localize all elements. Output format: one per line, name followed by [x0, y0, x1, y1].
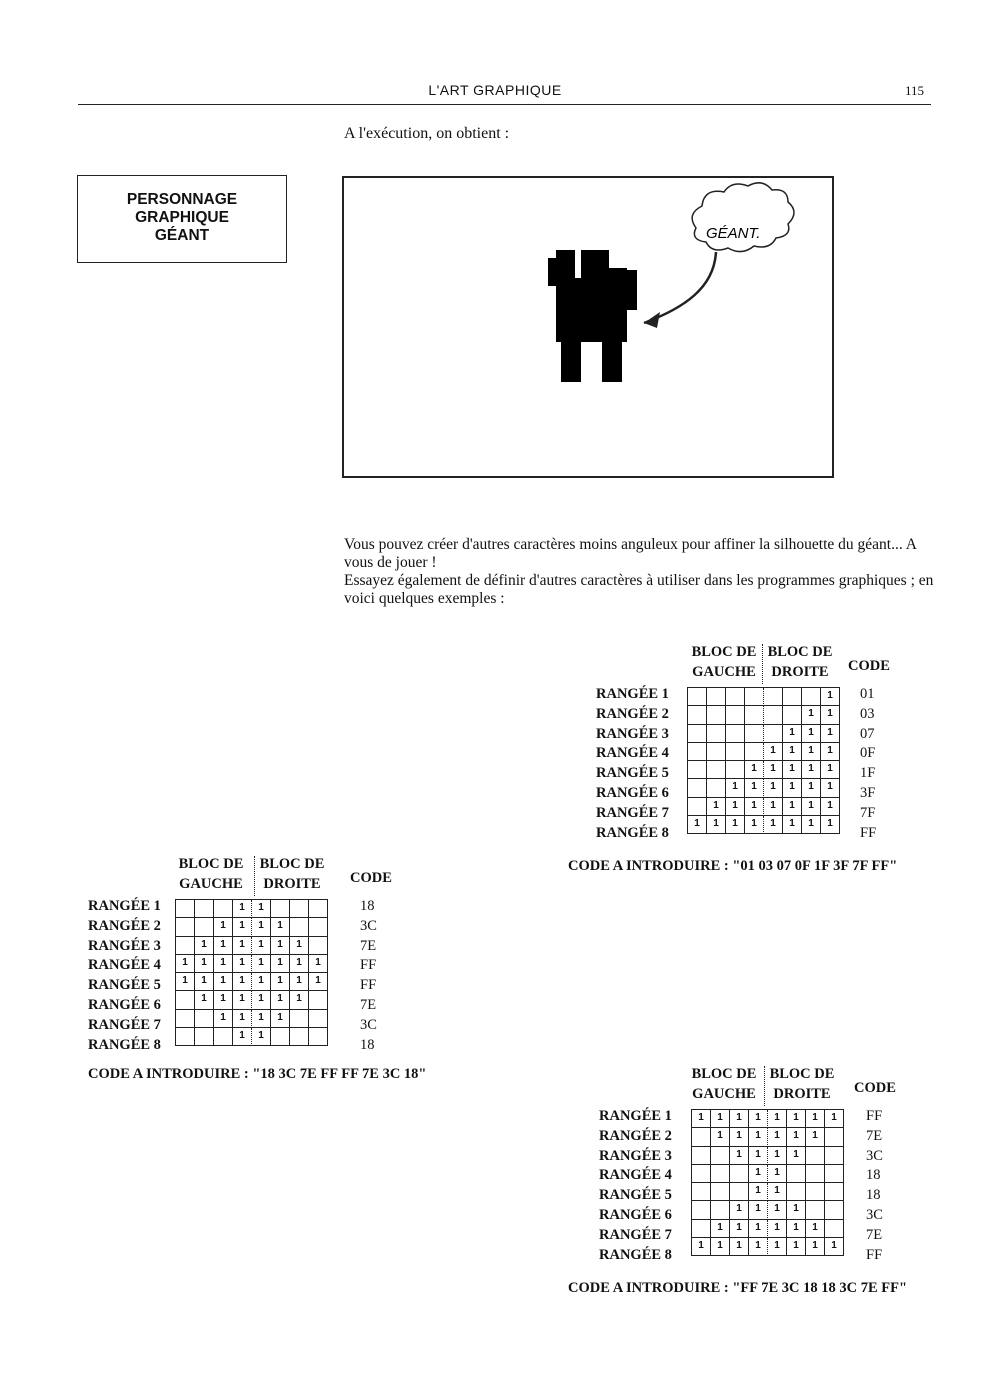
- bit-cell: 1: [764, 798, 783, 816]
- bit-cell: 1: [252, 973, 271, 991]
- paragraph-line-1: Vous pouvez créer d'autres caractères moins anguleux pour affiner la silhouette du géant... A vous de jouer !: [344, 536, 917, 571]
- bit-cell: 1: [749, 1238, 768, 1256]
- bit-cell: [764, 725, 783, 743]
- bit-cell: [745, 725, 764, 743]
- bit-cell: 1: [692, 1110, 711, 1128]
- row-code: 1F: [860, 765, 876, 782]
- header-divider: [254, 856, 255, 896]
- row-label: RANGÉE 6: [596, 785, 669, 801]
- bit-cell: 1: [290, 973, 309, 991]
- intro-text: A l'exécution, on obtient :: [344, 125, 510, 142]
- bloc-gauche-label: BLOC DE GAUCHE: [178, 856, 244, 892]
- bit-cell: 1: [821, 706, 840, 724]
- title-box: [77, 175, 287, 263]
- bit-cell: [309, 918, 328, 936]
- bit-cell: [711, 1165, 730, 1183]
- row-label: RANGÉE 2: [88, 917, 161, 934]
- bit-cell: 1: [787, 1110, 806, 1128]
- page-number: 115: [905, 83, 925, 98]
- bit-cell: [726, 761, 745, 779]
- bit-cell: 1: [214, 918, 233, 936]
- bit-cell: 1: [252, 937, 271, 955]
- row-label: RANGÉE 3: [88, 937, 161, 954]
- bit-cell: 1: [711, 1128, 730, 1146]
- bit-cell: 1: [768, 1165, 787, 1183]
- bit-cell: [745, 743, 764, 761]
- bit-cell: 1: [233, 1028, 252, 1046]
- bit-cell: [290, 900, 309, 918]
- header-divider: [764, 1066, 765, 1106]
- row-code: 7E: [360, 937, 377, 954]
- bit-cell: 1: [195, 973, 214, 991]
- bit-cell: 1: [711, 1110, 730, 1128]
- bit-cell: 1: [290, 991, 309, 1009]
- bit-cell: 1: [783, 725, 802, 743]
- bit-cell: 1: [768, 1220, 787, 1238]
- bit-cell: 1: [806, 1110, 825, 1128]
- bit-cell: 1: [726, 816, 745, 834]
- bit-grid: [691, 1109, 844, 1256]
- bit-cell: 1: [764, 816, 783, 834]
- bit-cell: [764, 706, 783, 724]
- row-code: 3C: [360, 917, 377, 934]
- bit-cell: 1: [821, 725, 840, 743]
- bit-cell: 1: [233, 955, 252, 973]
- bit-cell: [745, 706, 764, 724]
- bit-cell: [825, 1201, 844, 1219]
- bit-cell: [783, 706, 802, 724]
- bit-cell: [806, 1147, 825, 1165]
- bit-cell: 1: [749, 1110, 768, 1128]
- bit-cell: 1: [711, 1220, 730, 1238]
- bit-cell: 1: [821, 779, 840, 797]
- bit-cell: [195, 1028, 214, 1046]
- bit-cell: 1: [707, 798, 726, 816]
- bit-cell: 1: [252, 955, 271, 973]
- title-line-2: GRAPHIQUE: [135, 209, 229, 226]
- bit-cell: [825, 1128, 844, 1146]
- bit-cell: 1: [176, 955, 195, 973]
- bit-cell: 1: [749, 1201, 768, 1219]
- bit-cell: [726, 706, 745, 724]
- row-label: RANGÉE 2: [599, 1127, 672, 1144]
- bit-cell: 1: [783, 779, 802, 797]
- bit-cell: 1: [730, 1201, 749, 1219]
- bit-cell: 1: [707, 816, 726, 834]
- bit-cell: 1: [749, 1128, 768, 1146]
- row-code: 18: [866, 1167, 881, 1184]
- bit-cell: 1: [825, 1110, 844, 1128]
- body-paragraph: [344, 536, 934, 608]
- bit-cell: [707, 688, 726, 706]
- row-label: RANGÉE 4: [88, 957, 161, 974]
- row-code: 18: [360, 1036, 375, 1053]
- bit-cell: 1: [749, 1220, 768, 1238]
- bit-cell: 1: [745, 798, 764, 816]
- row-code: 3C: [360, 1016, 377, 1033]
- bit-cell: [214, 1028, 233, 1046]
- row-label: RANGÉE 5: [599, 1187, 672, 1204]
- bit-cell: [688, 725, 707, 743]
- bit-cell: [290, 1010, 309, 1028]
- bit-cell: 1: [768, 1183, 787, 1201]
- row-label: RANGÉE 2: [596, 705, 669, 722]
- screen-illustration: [342, 176, 834, 478]
- bit-cell: 1: [802, 743, 821, 761]
- row-label: RANGÉE 1: [599, 1108, 672, 1124]
- bit-cell: 1: [787, 1220, 806, 1238]
- bit-cell: 1: [825, 1238, 844, 1256]
- bit-cell: 1: [711, 1238, 730, 1256]
- bloc-droite-label: BLOC DE DROITE: [259, 856, 325, 892]
- bit-cell: [825, 1147, 844, 1165]
- row-label: RANGÉE 7: [596, 804, 669, 821]
- bit-cell: [726, 688, 745, 706]
- bit-cell: 1: [692, 1238, 711, 1256]
- code-header: CODE: [350, 870, 392, 886]
- code-a-introduire: CODE A INTRODUIRE : "FF 7E 3C 18 18 3C 7E FF": [568, 1280, 908, 1296]
- row-label: RANGÉE 1: [88, 898, 161, 914]
- bit-cell: 1: [768, 1147, 787, 1165]
- bit-cell: [688, 743, 707, 761]
- bit-cell: 1: [745, 761, 764, 779]
- row-code: FF: [360, 977, 377, 994]
- bit-cell: 1: [195, 955, 214, 973]
- bit-cell: [707, 779, 726, 797]
- bit-cell: [692, 1147, 711, 1165]
- bit-cell: [195, 900, 214, 918]
- bloc-droite-label: BLOC DE DROITE: [767, 644, 833, 680]
- bit-cell: 1: [688, 816, 707, 834]
- bit-cell: 1: [214, 955, 233, 973]
- title-line-3: GÉANT: [154, 227, 210, 244]
- bit-cell: 1: [783, 816, 802, 834]
- bit-cell: [707, 706, 726, 724]
- bit-cell: 1: [252, 1010, 271, 1028]
- bit-cell: [730, 1183, 749, 1201]
- row-label: RANGÉE 7: [599, 1226, 672, 1243]
- bit-cell: 1: [271, 918, 290, 936]
- code-header: CODE: [854, 1080, 896, 1096]
- bit-cell: 1: [271, 1010, 290, 1028]
- bit-cell: 1: [252, 918, 271, 936]
- row-code: 0F: [860, 745, 876, 762]
- bit-cell: [688, 779, 707, 797]
- bit-cell: 1: [730, 1110, 749, 1128]
- bit-cell: [688, 761, 707, 779]
- bit-cell: 1: [271, 937, 290, 955]
- bit-cell: [290, 1028, 309, 1046]
- bit-cell: [711, 1201, 730, 1219]
- bit-cell: 1: [726, 798, 745, 816]
- bit-cell: 1: [309, 973, 328, 991]
- bit-cell: 1: [252, 900, 271, 918]
- bit-cell: [806, 1201, 825, 1219]
- bit-cell: 1: [764, 743, 783, 761]
- bit-cell: 1: [768, 1128, 787, 1146]
- row-label: RANGÉE 8: [599, 1246, 672, 1263]
- bit-cell: [176, 937, 195, 955]
- bit-cell: 1: [749, 1183, 768, 1201]
- bit-cell: 1: [214, 973, 233, 991]
- giant-figure: [548, 250, 637, 382]
- bit-cell: 1: [806, 1128, 825, 1146]
- bit-grid: [175, 899, 328, 1046]
- row-code: 3C: [866, 1147, 883, 1164]
- row-code: 07: [860, 725, 875, 742]
- bit-cell: 1: [745, 816, 764, 834]
- bit-cell: [692, 1165, 711, 1183]
- bit-cell: 1: [195, 937, 214, 955]
- arrow-icon: [644, 252, 716, 323]
- header-divider: [762, 644, 763, 684]
- row-label: RANGÉE 8: [596, 824, 669, 841]
- bit-cell: [688, 706, 707, 724]
- bit-cell: [692, 1128, 711, 1146]
- row-code: 7E: [360, 997, 377, 1013]
- code-header: CODE: [848, 658, 890, 674]
- bit-cell: 1: [271, 973, 290, 991]
- row-label: RANGÉE 3: [599, 1147, 672, 1164]
- row-code: 01: [860, 686, 875, 702]
- code-a-introduire: CODE A INTRODUIRE : "01 03 07 0F 1F 3F 7F FF": [568, 858, 898, 874]
- bit-cell: [271, 1028, 290, 1046]
- bit-cell: 1: [233, 991, 252, 1009]
- bit-cell: 1: [821, 743, 840, 761]
- row-code: FF: [360, 957, 377, 974]
- bit-cell: 1: [730, 1147, 749, 1165]
- bit-cell: 1: [290, 955, 309, 973]
- bit-cell: [176, 1010, 195, 1028]
- bit-cell: 1: [730, 1220, 749, 1238]
- bit-cell: 1: [290, 937, 309, 955]
- bit-cell: 1: [821, 761, 840, 779]
- bit-cell: 1: [195, 991, 214, 1009]
- giant-illustration: [344, 178, 832, 476]
- row-label: RANGÉE 7: [88, 1016, 161, 1033]
- bit-cell: [688, 798, 707, 816]
- bit-cell: 1: [176, 973, 195, 991]
- row-code: 3C: [866, 1207, 883, 1223]
- bit-cell: 1: [787, 1238, 806, 1256]
- bit-cell: [783, 688, 802, 706]
- row-label: RANGÉE 8: [88, 1036, 161, 1053]
- bit-cell: [825, 1165, 844, 1183]
- title-line-1: PERSONNAGE: [126, 191, 238, 208]
- bit-cell: [745, 688, 764, 706]
- bit-cell: 1: [768, 1110, 787, 1128]
- row-code: 3F: [860, 785, 876, 801]
- bit-cell: 1: [802, 779, 821, 797]
- header-rule: [78, 104, 931, 105]
- bloc-gauche-label: BLOC DE GAUCHE: [691, 1066, 757, 1102]
- row-label: RANGÉE 1: [596, 686, 669, 702]
- bit-cell: 1: [252, 991, 271, 1009]
- bit-cell: 1: [749, 1165, 768, 1183]
- bit-cell: [176, 918, 195, 936]
- bit-cell: [825, 1183, 844, 1201]
- bit-cell: 1: [787, 1128, 806, 1146]
- bit-cell: [806, 1165, 825, 1183]
- bit-cell: 1: [214, 937, 233, 955]
- bit-cell: [271, 900, 290, 918]
- bit-cell: [787, 1183, 806, 1201]
- bit-cell: 1: [806, 1220, 825, 1238]
- bit-cell: 1: [214, 1010, 233, 1028]
- row-code: 18: [866, 1187, 881, 1204]
- bit-cell: [730, 1165, 749, 1183]
- bit-cell: 1: [802, 798, 821, 816]
- running-header: L'ART GRAPHIQUE: [428, 82, 562, 98]
- bit-cell: 1: [309, 955, 328, 973]
- bit-cell: 1: [730, 1128, 749, 1146]
- bit-cell: 1: [252, 1028, 271, 1046]
- bit-cell: 1: [783, 761, 802, 779]
- bit-cell: [726, 743, 745, 761]
- bit-cell: [176, 900, 195, 918]
- row-label: RANGÉE 5: [596, 765, 669, 782]
- row-code: 7F: [860, 804, 876, 821]
- row-code: 18: [360, 898, 375, 914]
- bit-cell: [707, 725, 726, 743]
- row-label: RANGÉE 5: [88, 977, 161, 994]
- row-code: 7E: [866, 1226, 883, 1243]
- bit-cell: 1: [730, 1238, 749, 1256]
- bit-cell: [764, 688, 783, 706]
- bit-cell: 1: [802, 816, 821, 834]
- bit-cell: 1: [271, 955, 290, 973]
- bit-cell: 1: [821, 816, 840, 834]
- bit-cell: 1: [802, 725, 821, 743]
- bit-cell: [692, 1183, 711, 1201]
- bit-cell: [688, 688, 707, 706]
- row-code: FF: [860, 824, 877, 841]
- bit-cell: 1: [787, 1201, 806, 1219]
- bit-cell: 1: [233, 973, 252, 991]
- bit-cell: 1: [764, 779, 783, 797]
- bit-cell: 1: [783, 798, 802, 816]
- bit-cell: 1: [745, 779, 764, 797]
- paragraph-line-2: Essayez également de définir d'autres caractères à utiliser dans les programmes graphiques ; en voici quelques exemples :: [344, 572, 934, 607]
- bit-cell: 1: [821, 688, 840, 706]
- bit-cell: [309, 1010, 328, 1028]
- bit-cell: [309, 937, 328, 955]
- bit-cell: [692, 1201, 711, 1219]
- bit-cell: [176, 1028, 195, 1046]
- bit-cell: 1: [271, 991, 290, 1009]
- bit-cell: 1: [749, 1147, 768, 1165]
- bit-cell: [802, 688, 821, 706]
- bit-cell: 1: [802, 761, 821, 779]
- bit-cell: [825, 1220, 844, 1238]
- bloc-droite-label: BLOC DE DROITE: [769, 1066, 835, 1102]
- row-label: RANGÉE 6: [88, 997, 161, 1013]
- bit-cell: 1: [233, 900, 252, 918]
- bit-cell: [707, 761, 726, 779]
- code-a-introduire: CODE A INTRODUIRE : "18 3C 7E FF FF 7E 3C 18": [88, 1066, 427, 1082]
- bit-cell: 1: [783, 743, 802, 761]
- row-label: RANGÉE 3: [596, 725, 669, 742]
- bit-cell: 1: [214, 991, 233, 1009]
- bit-cell: 1: [233, 1010, 252, 1028]
- row-label: RANGÉE 4: [599, 1167, 672, 1184]
- bit-cell: 1: [233, 918, 252, 936]
- bit-cell: [309, 991, 328, 1009]
- bit-cell: 1: [726, 779, 745, 797]
- arrow-head-icon: [644, 312, 660, 328]
- row-code: FF: [866, 1108, 883, 1124]
- bit-cell: [309, 900, 328, 918]
- bit-cell: 1: [768, 1201, 787, 1219]
- bit-cell: 1: [806, 1238, 825, 1256]
- bit-cell: [195, 1010, 214, 1028]
- bit-cell: [692, 1220, 711, 1238]
- row-code: FF: [866, 1246, 883, 1263]
- bit-cell: 1: [821, 798, 840, 816]
- bit-cell: [290, 918, 309, 936]
- bit-cell: 1: [233, 937, 252, 955]
- bit-cell: [726, 725, 745, 743]
- bloc-gauche-label: BLOC DE GAUCHE: [691, 644, 757, 680]
- row-label: RANGÉE 6: [599, 1207, 672, 1223]
- bit-cell: [711, 1183, 730, 1201]
- bit-cell: [711, 1147, 730, 1165]
- bit-cell: [309, 1028, 328, 1046]
- bit-cell: 1: [764, 761, 783, 779]
- row-code: 7E: [866, 1127, 883, 1144]
- bit-cell: [707, 743, 726, 761]
- row-code: 03: [860, 705, 875, 722]
- bit-cell: 1: [802, 706, 821, 724]
- bit-cell: [806, 1183, 825, 1201]
- bit-cell: [787, 1165, 806, 1183]
- bit-cell: [195, 918, 214, 936]
- bit-cell: 1: [787, 1147, 806, 1165]
- bit-grid: [687, 687, 840, 834]
- bit-cell: [214, 900, 233, 918]
- bubble-text: GÉANT.: [706, 225, 761, 242]
- bit-cell: 1: [768, 1238, 787, 1256]
- row-label: RANGÉE 4: [596, 745, 669, 762]
- bit-cell: [176, 991, 195, 1009]
